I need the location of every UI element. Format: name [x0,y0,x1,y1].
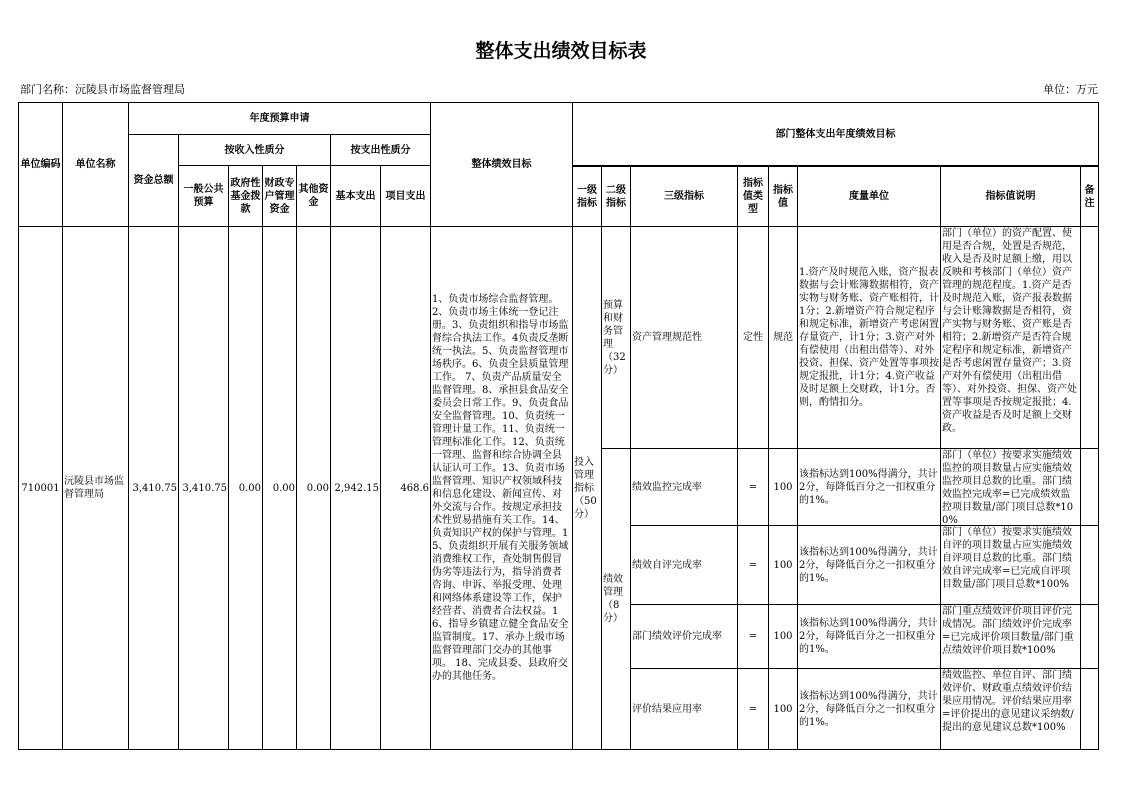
remark-cell [1081,605,1099,669]
indicator-measure [798,227,941,449]
indicator-name: 资产管理规范性 [631,227,738,449]
header-total-funds: 资金总额 [129,135,179,227]
indicator-measure-text: 1.资产及时规范入账，资产报表数据与会计账簿数据相符，资产实物与财务账、资产账相符，计1分；2.新增资产符合规定程序和规定标准，新增资产考虑闲置存量资产，计1分；3.资产对外有偿使用（出租出借等）、对外投资、担保、资产处置等事项按规定报批，计1分；4.资产收益及时足额上交财政，计1分。否则，酌情扣分。 [799,267,939,408]
department-name: 部门名称：沅陵县市场监督管理局 [20,83,185,96]
indicator-value: 100 [769,669,798,750]
indicator-type: 定性 [738,227,769,449]
header-by-income: 按收入性质分 [179,135,331,166]
gov-fund-cell: 0.00 [229,227,263,750]
general-budget-cell: 3,410.75 [179,227,229,750]
indicator-type: = [738,669,769,750]
indicator-desc-text: 部门重点绩效评价项目评价完成情况。部门绩效评价完成率=已完成评价项目数量/部门重点绩效评价项目数*100% [942,606,1074,656]
header-measure-unit: 度量单位 [798,167,941,227]
indicator-desc [941,669,1081,750]
header-unit-code: 单位编码 [19,103,63,227]
indicator-value: 100 [769,605,798,669]
indicator-value: 100 [769,526,798,605]
indicator-desc [941,605,1081,669]
indicator-value: 规范 [769,227,798,449]
header-value: 指标值 [769,167,798,227]
header-basic-exp: 基本支出 [331,166,381,227]
remark-cell [1081,227,1099,449]
overall-goal-text: 1、负责市场综合监督管理。 2、负责市场主体统一登记注册。3、负责组织和指导市场监督综合执法工作。4负责反垄断统一执法。5、负责监督管理市场秩序。6、负责全县质量管理工作。 7、负责产品质量安全监督管理。8、承担县食品安全委员会日常工作。9、负责食品安全监督管理。10、负责统一管理计量工作。11、负责统一管理标准化工作。12、负责统一管理、监督和综合协调全县认证认可工作。13、负责市场监督管理、知识产权领域科技和信息化建设、新闻宣传、对外交流与合作。按规定承担技术性贸易措施有关工作。14、负责知识产权的保护与管理。15、负责组织开展有关服务领域消费维权工作，查处制售假冒伪劣等违法行为，指导消费者咨询、申诉、举报受理、处理和网络体系建设等工作，保护经营者、消费者合法权益。16、指导乡镇建立健全食品安全监管制度。17、承办上级市场监督管理部门交办的其他事项。 18、完成县委、县政府交办的其他任务。 [431,227,573,750]
header-special-fund: 财政专户管理资金 [263,166,297,227]
header-overall-goal: 整体绩效目标 [431,103,573,227]
indicator-desc-text: 绩效监控、单位自评、部门绩效评价、财政重点绩效评价结果应用情况。评价结果应用率=评价提出的意见建议采纳数/提出的意见建议总数*100% [942,670,1074,733]
header-dept-goal: 部门整体支出年度绩效目标 [573,103,1099,166]
header-unit-name: 单位名称 [63,103,129,227]
indicator-measure: 该指标达到100%得满分，共计2分，每降低百分之一扣权重分的1%。 [798,669,941,750]
header-annual-budget: 年度预算申请 [129,103,431,135]
header-level1: 一级指标 [573,167,602,227]
special-fund-cell: 0.00 [263,227,297,750]
remark-cell [1081,669,1099,750]
indicator-desc-text: 部门（单位）按要求实施绩效监控的项目数量占应实施绩效监控项目总数的比重。部门绩效监控完成率=已完成绩效监控项目数量/部门项目总数*100% [942,450,1074,525]
indicator-type: = [738,526,769,605]
indicator-desc [941,449,1081,526]
indicator-name: 评价结果应用率 [631,669,738,750]
indicator-value: 100 [769,449,798,526]
header-value-desc: 指标值说明 [941,167,1081,227]
indicator-name: 绩效自评完成率 [631,526,738,605]
indicator-measure: 该指标达到100%得满分，共计2分，每降低百分之一扣权重分的1%。 [798,449,941,526]
performance-goal-table [18,102,1099,750]
header-level3: 三级指标 [631,167,738,227]
header-value-type: 指标值类型 [738,167,769,227]
level2-budget-cell: 预算和财务管理（32分） [602,227,631,449]
remark-cell [1081,449,1099,526]
header-other-fund: 其他资金 [297,166,331,227]
header-gov-fund: 政府性基金拨款 [229,166,263,227]
indicator-measure: 该指标达到100%得满分，共计2分，每降低百分之一扣权重分的1%。 [798,605,941,669]
header-level2: 二级指标 [602,167,631,227]
header-general-budget: 一般公共预算 [179,166,229,227]
indicator-name: 绩效监控完成率 [631,449,738,526]
other-fund-cell: 0.00 [297,227,331,750]
indicator-desc-text: 部门（单位）的资产配置、使用是否合规，处置是否规范，收入是否及时足额上缴，用以反映和考核部门（单位）资产管理的规范程度。1.资产是否及时规范入账，资产报表数据与会计账簿数据是否相符，资产实物与财务账、资产账是否相符；2.新增资产是否符合规定程序和规定标准，新增资产是否考虑闲置存量资产；3.资产对外有偿使用（出租出借等）、对外投资、担保、资产处置等事项是否按规定报批；4.资产收益是否及时足额上交财政。 [942,228,1077,434]
header-remark: 备注 [1081,167,1099,227]
level1-cell: 投入管理指标（50分） [573,227,602,750]
unit-code-cell: 710001 [19,227,63,750]
header-project-exp: 项目支出 [381,166,431,227]
indicator-type: = [738,449,769,526]
indicator-type: = [738,605,769,669]
page-title: 整体支出绩效目标表 [475,40,647,62]
header-by-expense: 按支出性质分 [331,135,431,166]
indicator-measure: 该指标达到100%得满分，共计2分，每降低百分之一扣权重分的1%。 [798,526,941,605]
total-funds-cell: 3,410.75 [129,227,179,750]
currency-unit: 单位：万元 [1043,83,1098,96]
indicator-desc [941,227,1081,449]
project-exp-cell: 468.6 [381,227,431,750]
basic-exp-cell: 2,942.15 [331,227,381,750]
unit-name-cell: 沅陵县市场监督管理局 [63,227,129,750]
indicator-desc [941,526,1081,605]
level2-performance-cell: 绩效管理（8分） [602,449,631,750]
indicator-desc-text: 部门（单位）按要求实施绩效自评的项目数量占应实施绩效自评项目总数的比重。部门绩效自评完成率=已完成自评项目数量/部门项目总数*100% [942,527,1072,590]
indicator-name: 部门绩效评价完成率 [631,605,738,669]
remark-cell [1081,526,1099,605]
